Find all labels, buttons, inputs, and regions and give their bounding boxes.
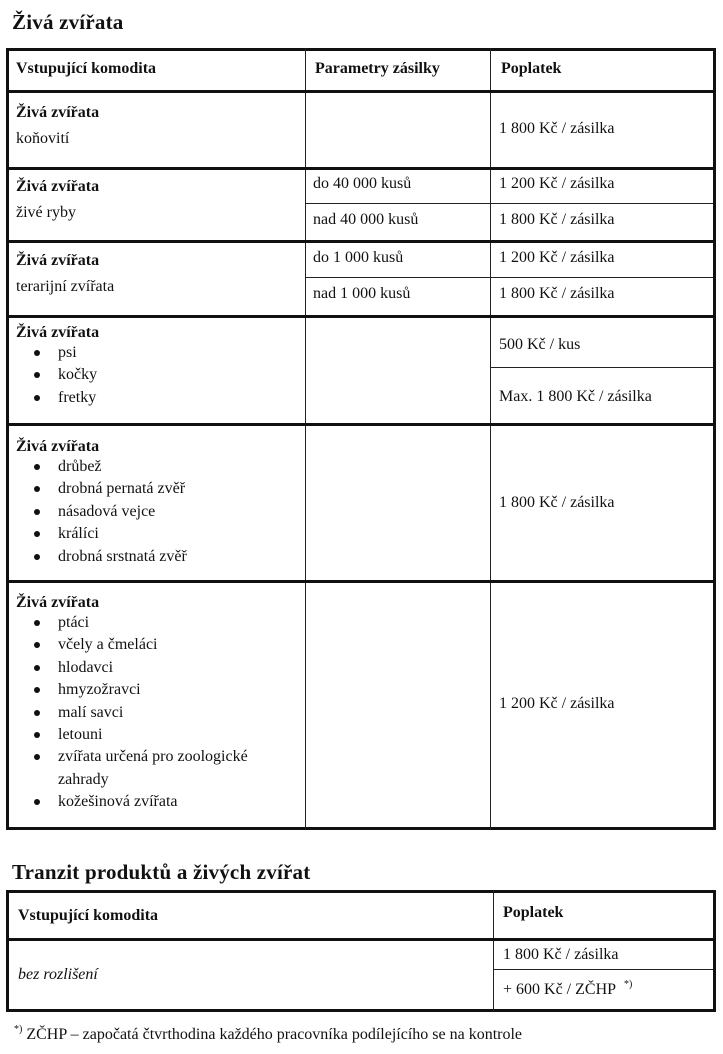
row-subtitle: koňovití [16,130,70,147]
row-title: Živá zvířata [16,252,100,269]
fee-value: 500 Kč / kus [499,336,581,353]
row-title: Živá zvířata [16,324,100,341]
fee-value: 1 800 Kč / zásilka [499,211,615,228]
bullet-icon [34,799,40,805]
list-item: kožešinová zvířata [16,791,301,813]
fee-value: + 600 Kč / ZČHP *) [503,979,633,998]
fee-value: 1 800 Kč / zásilka [503,946,619,963]
fee-value: Max. 1 800 Kč / zásilka [499,388,652,405]
fee-value: 1 200 Kč / zásilka [499,695,615,712]
list-item: drobná pernatá zvěř [16,478,301,500]
fee-value: 1 200 Kč / zásilka [499,249,615,266]
commodity-value: bez rozlišení [18,966,98,983]
bullet-icon [34,732,40,738]
list-item: násadová vejce [16,501,301,523]
list-item: včely a čmeláci [16,634,301,656]
bullet-icon [34,509,40,515]
row-title: Živá zvířata [16,104,100,121]
header-fee: Poplatek [501,60,562,77]
list-item: letouni [16,724,301,746]
header-commodity: Vstupující komodita [18,907,159,924]
table-row-birds-and-others [16,594,301,814]
row-title: Živá zvířata [16,178,100,195]
list-item: králíci [16,523,301,545]
header-commodity: Vstupující komodita [16,60,157,77]
footnote-mark: *) [14,1024,23,1035]
fee-value: 1 800 Kč / zásilka [499,494,615,511]
param-value: nad 1 000 kusů [313,285,411,302]
table-row-equids [16,104,99,148]
list-item: hlodavci [16,657,301,679]
table-row-pets [16,324,301,409]
list-item: drůbež [16,456,301,478]
bullet-icon [34,642,40,648]
transit-fee-table [6,890,716,1012]
list-item: kočky [16,364,301,386]
bullet-icon [34,687,40,693]
param-value: do 1 000 kusů [313,249,404,266]
list-item: psi [16,342,301,364]
fee-value: 1 200 Kč / zásilka [499,175,615,192]
bullet-icon [34,486,40,492]
row-title: Živá zvířata [16,438,100,455]
header-fee: Poplatek [503,904,564,921]
footnote-mark: *) [624,979,633,990]
table-row-live-fish [16,178,99,222]
bullet-icon [34,754,40,760]
list-item: fretky [16,387,301,409]
section-title-transit: Tranzit produktů a živých zvířat [12,860,311,884]
header-shipment-params: Parametry zásilky [315,60,440,77]
row-subtitle: živé ryby [16,204,76,221]
bullet-icon [34,531,40,537]
bullet-icon [34,395,40,401]
live-animals-fee-table [6,48,716,830]
bullet-icon [34,665,40,671]
param-value: do 40 000 kusů [313,175,412,192]
list-item: ptáci [16,612,301,634]
footnote-text: ZČHP – započatá čtvrthodina každého pracovníka podílejícího se na kontrole [26,1026,523,1043]
param-value: nad 40 000 kusů [313,211,419,228]
list-item: zvířata určená pro zoologické zahrady [16,746,298,791]
bullet-icon [34,372,40,378]
row-subtitle: terarijní zvířata [16,278,115,295]
list-item: drobná srstnatá zvěř [16,546,301,568]
section-title-live-animals: Živá zvířata [12,10,124,34]
bullet-icon [34,710,40,716]
bullet-icon [34,620,40,626]
table-row-poultry [16,438,301,568]
bullet-icon [34,554,40,560]
table-row-terrarium-animals [16,252,114,296]
row-title: Živá zvířata [16,594,100,611]
footnote [14,1024,522,1044]
list-item: malí savci [16,702,301,724]
fee-value: 1 800 Kč / zásilka [499,285,615,302]
list-item: hmyzožravci [16,679,301,701]
bullet-icon [34,464,40,470]
bullet-icon [34,350,40,356]
fee-value: 1 800 Kč / zásilka [499,120,615,137]
